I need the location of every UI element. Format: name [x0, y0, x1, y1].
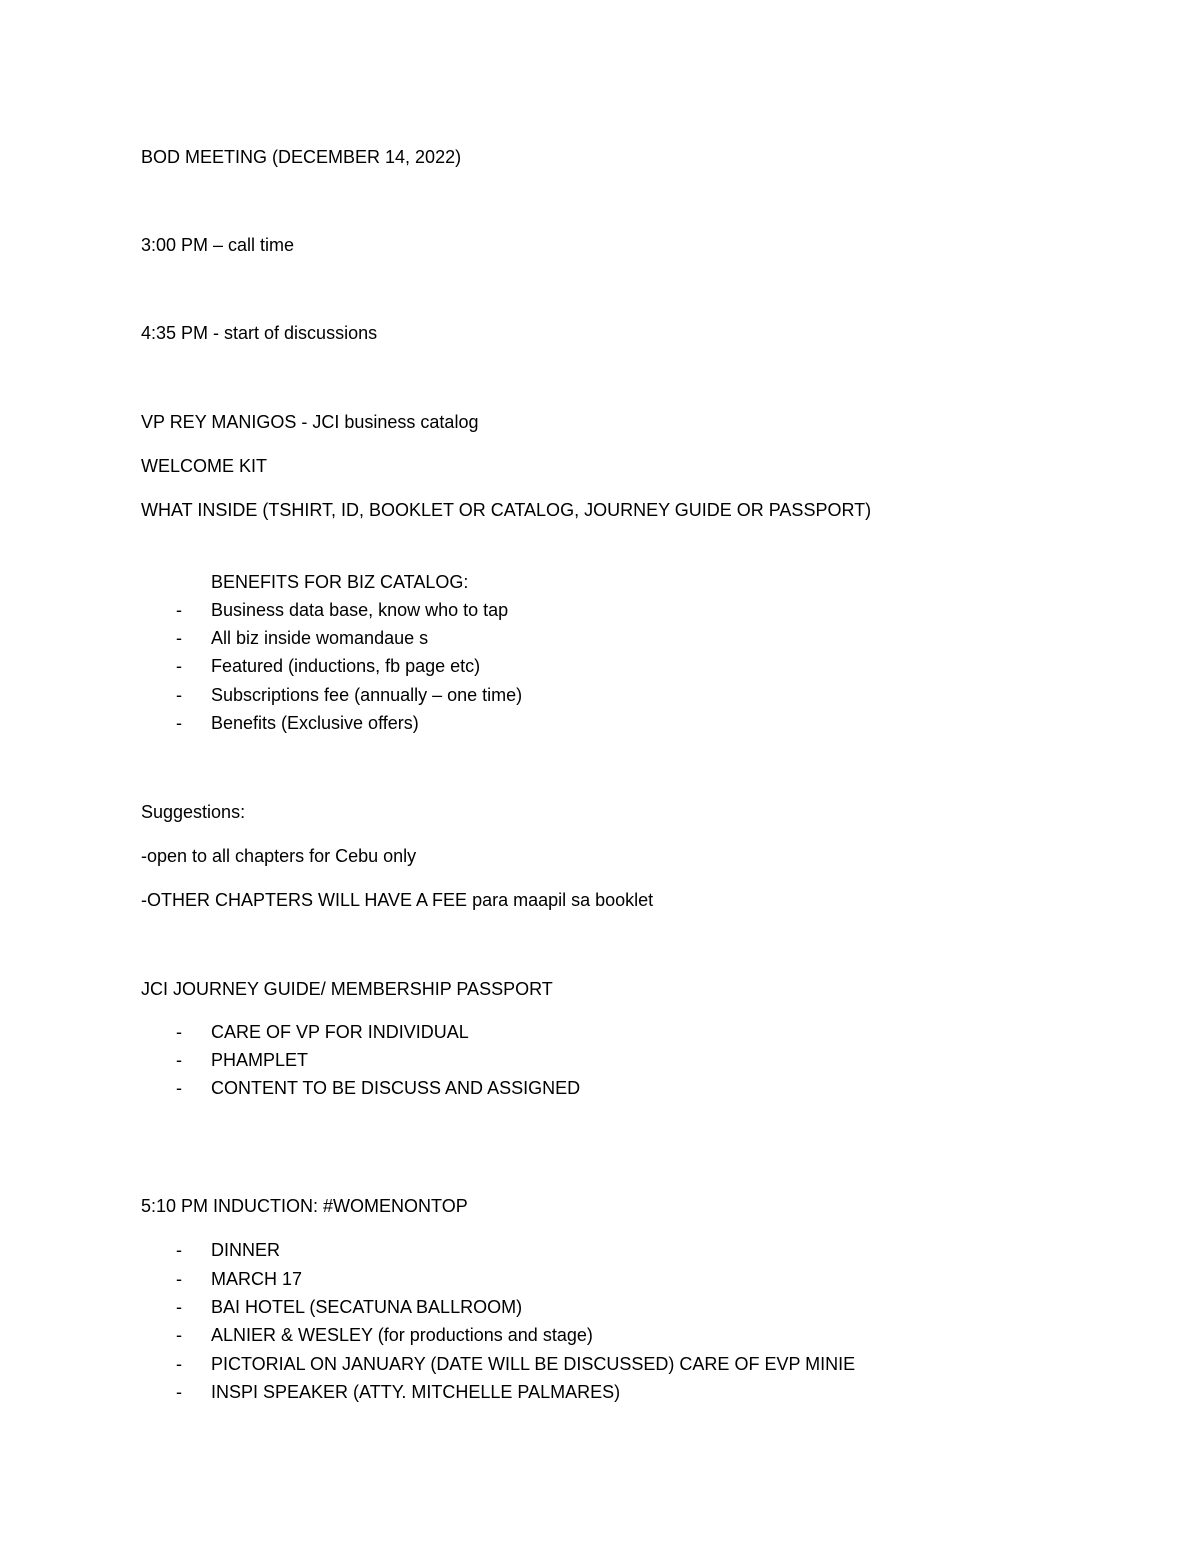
induction-heading: 5:10 PM INDUCTION: #WOMENONTOP: [141, 1196, 468, 1216]
benefits-heading: BENEFITS FOR BIZ CATALOG:: [211, 572, 469, 592]
suggestion-item: -OTHER CHAPTERS WILL HAVE A FEE para maapil sa booklet: [141, 890, 654, 910]
bullet-dash: -: [176, 656, 182, 676]
bullet-dash: -: [176, 1325, 182, 1345]
start-discussions-line: 4:35 PM - start of discussions: [141, 323, 378, 343]
bullet-dash: -: [176, 1050, 182, 1070]
list-item-text: Benefits (Exclusive offers): [211, 713, 419, 733]
list-item-text: PHAMPLET: [211, 1050, 309, 1070]
suggestion-item: -open to all chapters for Cebu only: [141, 846, 417, 866]
bullet-dash: -: [176, 1078, 182, 1098]
bullet-dash: -: [176, 1297, 182, 1317]
list-item-text: ALNIER & WESLEY (for productions and stage): [211, 1325, 593, 1345]
list-item-text: CONTENT TO BE DISCUSS AND ASSIGNED: [211, 1078, 581, 1098]
bullet-dash: -: [176, 1382, 182, 1402]
list-item-text: CARE OF VP FOR INDIVIDUAL: [211, 1022, 469, 1042]
bullet-dash: -: [176, 1240, 182, 1260]
list-item-text: Business data base, know who to tap: [211, 600, 509, 620]
bullet-dash: -: [176, 1022, 182, 1042]
list-item-text: MARCH 17: [211, 1269, 303, 1289]
suggestions-heading: Suggestions:: [141, 802, 246, 822]
list-item-text: All biz inside womandaue s: [211, 628, 429, 648]
meeting-title: BOD MEETING (DECEMBER 14, 2022): [141, 147, 462, 167]
welcome-kit-line: WELCOME KIT: [141, 456, 268, 476]
list-item-text: INSPI SPEAKER (ATTY. MITCHELLE PALMARES): [211, 1382, 621, 1402]
bullet-dash: -: [176, 713, 182, 733]
bullet-dash: -: [176, 600, 182, 620]
bullet-dash: -: [176, 628, 182, 648]
bullet-dash: -: [176, 1269, 182, 1289]
vp-catalog-line: VP REY MANIGOS - JCI business catalog: [141, 412, 479, 432]
journey-heading: JCI JOURNEY GUIDE/ MEMBERSHIP PASSPORT: [141, 979, 553, 999]
list-item-text: Featured (inductions, fb page etc): [211, 656, 481, 676]
list-item-text: Subscriptions fee (annually – one time): [211, 685, 523, 705]
what-inside-line: WHAT INSIDE (TSHIRT, ID, BOOKLET OR CATALOG, JOURNEY GUIDE OR PASSPORT): [141, 500, 872, 520]
bullet-dash: -: [176, 1354, 182, 1374]
call-time-line: 3:00 PM – call time: [141, 235, 295, 255]
list-item-text: PICTORIAL ON JANUARY (DATE WILL BE DISCUSSED) CARE OF EVP MINIE: [211, 1354, 856, 1374]
list-item-text: BAI HOTEL (SECATUNA BALLROOM): [211, 1297, 523, 1317]
list-item-text: DINNER: [211, 1240, 281, 1260]
bullet-dash: -: [176, 685, 182, 705]
